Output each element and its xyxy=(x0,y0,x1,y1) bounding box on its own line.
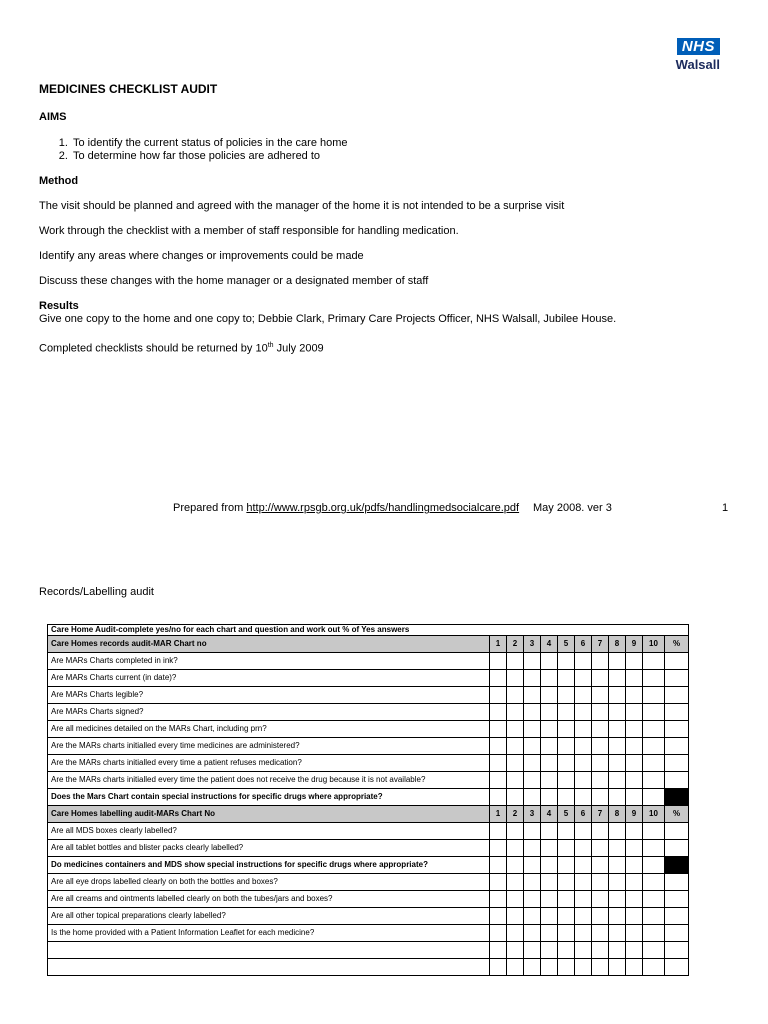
table-row xyxy=(48,840,689,857)
answer-cell[interactable] xyxy=(490,925,507,942)
table-row xyxy=(48,721,689,738)
question-cell: Does the Mars Chart contain special instructions for specific drugs where appropriate? xyxy=(48,789,490,806)
answer-cell[interactable] xyxy=(575,721,592,738)
answer-cell[interactable] xyxy=(609,755,626,772)
answer-cell[interactable] xyxy=(575,789,592,806)
answer-cell[interactable] xyxy=(524,653,541,670)
answer-cell[interactable] xyxy=(665,772,689,789)
column-header: 10 xyxy=(643,806,665,823)
answer-cell[interactable] xyxy=(626,925,643,942)
answer-cell[interactable] xyxy=(541,789,558,806)
answer-cell[interactable] xyxy=(541,840,558,857)
question-cell: Are all other topical preparations clearly labelled? xyxy=(48,908,490,925)
answer-cell[interactable] xyxy=(541,755,558,772)
answer-cell[interactable] xyxy=(524,823,541,840)
answer-cell[interactable] xyxy=(558,670,575,687)
section-header: Care Homes labelling audit-MARs Chart No xyxy=(48,806,490,823)
column-header: 4 xyxy=(541,636,558,653)
audit-table xyxy=(47,624,689,976)
answer-cell[interactable] xyxy=(575,823,592,840)
answer-cell[interactable] xyxy=(643,653,665,670)
answer-cell[interactable] xyxy=(609,687,626,704)
answer-cell[interactable] xyxy=(665,908,689,925)
answer-cell[interactable] xyxy=(665,755,689,772)
answer-cell[interactable] xyxy=(507,738,524,755)
table-row xyxy=(48,823,689,840)
answer-cell[interactable] xyxy=(490,772,507,789)
answer-cell[interactable] xyxy=(507,959,524,976)
question-cell: Are all tablet bottles and blister packs clearly labelled? xyxy=(48,840,490,857)
results-text: Give one copy to the home and one copy to; Debbie Clark, Primary Care Projects Officer, NHS Walsall, Jubilee House. xyxy=(39,313,617,325)
answer-cell[interactable] xyxy=(665,653,689,670)
answer-cell[interactable] xyxy=(592,704,609,721)
table-row xyxy=(48,789,689,806)
table-row xyxy=(48,704,689,721)
table-row xyxy=(48,687,689,704)
aims-list xyxy=(39,137,348,163)
table-row xyxy=(48,738,689,755)
page-number: 1 xyxy=(722,502,729,514)
answer-cell[interactable] xyxy=(609,891,626,908)
answer-cell[interactable] xyxy=(541,925,558,942)
answer-cell[interactable] xyxy=(524,704,541,721)
column-header: 5 xyxy=(558,806,575,823)
column-header: 1 xyxy=(490,806,507,823)
answer-cell[interactable] xyxy=(592,738,609,755)
table-instructions: Care Home Audit-complete yes/no for each chart and question and work out % of Yes answers xyxy=(48,625,689,636)
answer-cell[interactable] xyxy=(507,823,524,840)
answer-cell[interactable] xyxy=(626,840,643,857)
answer-cell[interactable] xyxy=(626,772,643,789)
answer-cell[interactable] xyxy=(592,908,609,925)
answer-cell[interactable] xyxy=(609,704,626,721)
answer-cell[interactable] xyxy=(558,857,575,874)
answer-cell[interactable] xyxy=(626,959,643,976)
answer-cell[interactable] xyxy=(665,823,689,840)
answer-cell[interactable] xyxy=(643,959,665,976)
answer-cell[interactable] xyxy=(665,704,689,721)
answer-cell[interactable] xyxy=(626,670,643,687)
answer-cell[interactable] xyxy=(592,823,609,840)
column-header: 2 xyxy=(507,806,524,823)
answer-cell xyxy=(665,789,689,806)
answer-cell[interactable] xyxy=(643,857,665,874)
answer-cell[interactable] xyxy=(626,908,643,925)
answer-cell[interactable] xyxy=(558,942,575,959)
aims-heading: AIMS xyxy=(39,111,67,123)
answer-cell[interactable] xyxy=(575,874,592,891)
answer-cell[interactable] xyxy=(665,840,689,857)
answer-cell[interactable] xyxy=(558,874,575,891)
answer-cell[interactable] xyxy=(541,891,558,908)
answer-cell[interactable] xyxy=(507,925,524,942)
question-cell: Are the MARs charts initialled every time the patient does not receive the drug because it is not available? xyxy=(48,772,490,789)
answer-cell[interactable] xyxy=(524,789,541,806)
answer-cell[interactable] xyxy=(507,755,524,772)
answer-cell[interactable] xyxy=(592,925,609,942)
question-cell: Are all MDS boxes clearly labelled? xyxy=(48,823,490,840)
answer-cell[interactable] xyxy=(665,874,689,891)
column-header: 6 xyxy=(575,636,592,653)
question-cell: Are MARs Charts legible? xyxy=(48,687,490,704)
answer-cell[interactable] xyxy=(592,772,609,789)
column-header: 8 xyxy=(609,636,626,653)
column-header: % xyxy=(665,806,689,823)
question-cell: Are MARs Charts signed? xyxy=(48,704,490,721)
answer-cell[interactable] xyxy=(507,670,524,687)
table-row xyxy=(48,891,689,908)
answer-cell[interactable] xyxy=(609,823,626,840)
question-cell: Are the MARs charts initialled every time medicines are administered? xyxy=(48,738,490,755)
answer-cell[interactable] xyxy=(490,840,507,857)
answer-cell[interactable] xyxy=(643,925,665,942)
column-header: 4 xyxy=(541,806,558,823)
answer-cell[interactable] xyxy=(490,823,507,840)
answer-cell[interactable] xyxy=(643,670,665,687)
answer-cell[interactable] xyxy=(626,942,643,959)
answer-cell[interactable] xyxy=(665,738,689,755)
table-row xyxy=(48,772,689,789)
answer-cell[interactable] xyxy=(541,687,558,704)
question-cell xyxy=(48,959,490,976)
answer-cell[interactable] xyxy=(609,857,626,874)
answer-cell[interactable] xyxy=(626,755,643,772)
answer-cell[interactable] xyxy=(541,874,558,891)
answer-cell[interactable] xyxy=(541,653,558,670)
method-paragraph: Work through the checklist with a member of staff responsible for handling medication. xyxy=(39,225,459,237)
answer-cell[interactable] xyxy=(575,857,592,874)
method-paragraph: Discuss these changes with the home manager or a designated member of staff xyxy=(39,275,429,287)
answer-cell[interactable] xyxy=(626,823,643,840)
answer-cell xyxy=(665,857,689,874)
question-cell: Are all medicines detailed on the MARs Chart, including prn? xyxy=(48,721,490,738)
answer-cell[interactable] xyxy=(558,772,575,789)
answer-cell[interactable] xyxy=(490,891,507,908)
answer-cell[interactable] xyxy=(524,670,541,687)
answer-cell[interactable] xyxy=(609,653,626,670)
answer-cell[interactable] xyxy=(609,670,626,687)
answer-cell[interactable] xyxy=(558,653,575,670)
answer-cell[interactable] xyxy=(490,687,507,704)
answer-cell[interactable] xyxy=(592,687,609,704)
answer-cell[interactable] xyxy=(558,840,575,857)
column-header: 10 xyxy=(643,636,665,653)
answer-cell[interactable] xyxy=(524,755,541,772)
answer-cell[interactable] xyxy=(665,942,689,959)
answer-cell[interactable] xyxy=(558,721,575,738)
answer-cell[interactable] xyxy=(558,755,575,772)
answer-cell[interactable] xyxy=(626,874,643,891)
column-header: 2 xyxy=(507,636,524,653)
answer-cell[interactable] xyxy=(524,908,541,925)
answer-cell[interactable] xyxy=(558,823,575,840)
column-header: 9 xyxy=(626,806,643,823)
answer-cell[interactable] xyxy=(490,738,507,755)
question-cell: Are all eye drops labelled clearly on both the bottles and boxes? xyxy=(48,874,490,891)
answer-cell[interactable] xyxy=(665,925,689,942)
question-cell: Are the MARs charts initialled every time a patient refuses medication? xyxy=(48,755,490,772)
answer-cell[interactable] xyxy=(558,891,575,908)
table-instructions-row xyxy=(48,625,689,636)
answer-cell[interactable] xyxy=(643,721,665,738)
question-cell: Is the home provided with a Patient Information Leaflet for each medicine? xyxy=(48,925,490,942)
question-cell: Do medicines containers and MDS show special instructions for specific drugs where appropriate? xyxy=(48,857,490,874)
table-header-row xyxy=(48,806,689,823)
column-header: 7 xyxy=(592,806,609,823)
answer-cell[interactable] xyxy=(524,738,541,755)
question-cell xyxy=(48,942,490,959)
answer-cell[interactable] xyxy=(575,959,592,976)
method-heading: Method xyxy=(39,175,79,187)
answer-cell[interactable] xyxy=(665,687,689,704)
answer-cell[interactable] xyxy=(575,925,592,942)
answer-cell[interactable] xyxy=(541,959,558,976)
answer-cell[interactable] xyxy=(524,942,541,959)
table-row xyxy=(48,925,689,942)
answer-cell[interactable] xyxy=(643,738,665,755)
table-row xyxy=(48,670,689,687)
method-paragraph: Identify any areas where changes or improvements could be made xyxy=(39,250,364,262)
answer-cell[interactable] xyxy=(558,789,575,806)
answer-cell[interactable] xyxy=(524,857,541,874)
table-row xyxy=(48,942,689,959)
question-cell: Are MARs Charts current (in date)? xyxy=(48,670,490,687)
answer-cell[interactable] xyxy=(665,670,689,687)
answer-cell[interactable] xyxy=(558,908,575,925)
answer-cell[interactable] xyxy=(490,789,507,806)
answer-cell[interactable] xyxy=(490,653,507,670)
section-header: Care Homes records audit-MAR Chart no xyxy=(48,636,490,653)
answer-cell[interactable] xyxy=(490,908,507,925)
answer-cell[interactable] xyxy=(643,908,665,925)
return-deadline: Completed checklists should be returned by 10th July 2009 xyxy=(39,342,324,355)
answer-cell[interactable] xyxy=(507,840,524,857)
answer-cell[interactable] xyxy=(626,738,643,755)
footer-date: May 2008. ver 3 xyxy=(533,502,612,514)
answer-cell[interactable] xyxy=(626,789,643,806)
answer-cell[interactable] xyxy=(507,704,524,721)
answer-cell[interactable] xyxy=(507,891,524,908)
answer-cell[interactable] xyxy=(643,772,665,789)
answer-cell[interactable] xyxy=(524,687,541,704)
answer-cell[interactable] xyxy=(541,908,558,925)
answer-cell[interactable] xyxy=(524,840,541,857)
answer-cell[interactable] xyxy=(490,942,507,959)
logo-org-name: Walsall xyxy=(675,57,720,72)
answer-cell[interactable] xyxy=(643,687,665,704)
nhs-logo-mark: NHS xyxy=(677,38,720,55)
source-link[interactable]: http://www.rpsgb.org.uk/pdfs/handlingmedsocialcare.pdf xyxy=(246,502,520,514)
answer-cell[interactable] xyxy=(609,840,626,857)
answer-cell[interactable] xyxy=(575,687,592,704)
answer-cell[interactable] xyxy=(541,704,558,721)
answer-cell[interactable] xyxy=(558,704,575,721)
answer-cell[interactable] xyxy=(575,653,592,670)
answer-cell[interactable] xyxy=(626,704,643,721)
answer-cell[interactable] xyxy=(575,908,592,925)
answer-cell[interactable] xyxy=(558,738,575,755)
answer-cell[interactable] xyxy=(609,942,626,959)
answer-cell[interactable] xyxy=(524,874,541,891)
answer-cell[interactable] xyxy=(507,908,524,925)
question-cell: Are all creams and ointments labelled clearly on both the tubes/jars and boxes? xyxy=(48,891,490,908)
answer-cell[interactable] xyxy=(507,653,524,670)
answer-cell[interactable] xyxy=(507,942,524,959)
answer-cell[interactable] xyxy=(592,891,609,908)
answer-cell[interactable] xyxy=(558,959,575,976)
answer-cell[interactable] xyxy=(524,891,541,908)
question-cell: Are MARs Charts completed in ink? xyxy=(48,653,490,670)
answer-cell[interactable] xyxy=(643,704,665,721)
section-title: Records/Labelling audit xyxy=(39,586,154,598)
answer-cell[interactable] xyxy=(575,840,592,857)
answer-cell[interactable] xyxy=(575,891,592,908)
table-row xyxy=(48,857,689,874)
answer-cell[interactable] xyxy=(592,670,609,687)
nhs-walsall-logo xyxy=(656,38,720,72)
table-row xyxy=(48,874,689,891)
results-heading: Results xyxy=(39,300,79,312)
answer-cell[interactable] xyxy=(507,721,524,738)
table-row xyxy=(48,755,689,772)
aim-item: 1. To identify the current status of policies in the care home xyxy=(71,137,348,150)
answer-cell[interactable] xyxy=(592,942,609,959)
answer-cell[interactable] xyxy=(626,857,643,874)
answer-cell[interactable] xyxy=(490,959,507,976)
answer-cell[interactable] xyxy=(592,840,609,857)
answer-cell[interactable] xyxy=(609,959,626,976)
answer-cell[interactable] xyxy=(575,738,592,755)
answer-cell[interactable] xyxy=(626,653,643,670)
answer-cell[interactable] xyxy=(541,942,558,959)
answer-cell[interactable] xyxy=(592,789,609,806)
column-header: 1 xyxy=(490,636,507,653)
answer-cell[interactable] xyxy=(490,874,507,891)
answer-cell[interactable] xyxy=(524,959,541,976)
answer-cell[interactable] xyxy=(665,721,689,738)
aim-item: 2. To determine how far those policies are adhered to xyxy=(71,150,348,163)
answer-cell[interactable] xyxy=(665,891,689,908)
answer-cell[interactable] xyxy=(490,670,507,687)
answer-cell[interactable] xyxy=(541,857,558,874)
answer-cell[interactable] xyxy=(507,789,524,806)
answer-cell[interactable] xyxy=(626,891,643,908)
answer-cell[interactable] xyxy=(541,823,558,840)
answer-cell[interactable] xyxy=(541,738,558,755)
answer-cell[interactable] xyxy=(507,687,524,704)
answer-cell[interactable] xyxy=(507,874,524,891)
answer-cell[interactable] xyxy=(609,874,626,891)
answer-cell[interactable] xyxy=(558,687,575,704)
column-header: 3 xyxy=(524,636,541,653)
answer-cell[interactable] xyxy=(643,942,665,959)
answer-cell[interactable] xyxy=(575,755,592,772)
column-header: 3 xyxy=(524,806,541,823)
answer-cell[interactable] xyxy=(541,670,558,687)
answer-cell[interactable] xyxy=(643,874,665,891)
answer-cell[interactable] xyxy=(490,721,507,738)
answer-cell[interactable] xyxy=(592,959,609,976)
answer-cell[interactable] xyxy=(524,925,541,942)
answer-cell[interactable] xyxy=(643,789,665,806)
answer-cell[interactable] xyxy=(524,721,541,738)
table-header-row xyxy=(48,636,689,653)
answer-cell[interactable] xyxy=(575,772,592,789)
document-title: MEDICINES CHECKLIST AUDIT xyxy=(39,82,218,96)
table-row xyxy=(48,908,689,925)
answer-cell[interactable] xyxy=(643,755,665,772)
answer-cell[interactable] xyxy=(575,942,592,959)
answer-cell[interactable] xyxy=(490,755,507,772)
answer-cell[interactable] xyxy=(524,772,541,789)
answer-cell[interactable] xyxy=(490,857,507,874)
answer-cell[interactable] xyxy=(609,925,626,942)
answer-cell[interactable] xyxy=(643,823,665,840)
column-header: 7 xyxy=(592,636,609,653)
answer-cell[interactable] xyxy=(643,840,665,857)
answer-cell[interactable] xyxy=(490,704,507,721)
table-row xyxy=(48,653,689,670)
column-header: 5 xyxy=(558,636,575,653)
answer-cell[interactable] xyxy=(592,857,609,874)
method-paragraph: The visit should be planned and agreed with the manager of the home it is not intended to be a surprise visit xyxy=(39,200,565,212)
answer-cell[interactable] xyxy=(592,653,609,670)
answer-cell[interactable] xyxy=(592,874,609,891)
table-row xyxy=(48,959,689,976)
answer-cell[interactable] xyxy=(609,738,626,755)
answer-cell[interactable] xyxy=(541,772,558,789)
answer-cell[interactable] xyxy=(592,721,609,738)
answer-cell[interactable] xyxy=(643,891,665,908)
answer-cell[interactable] xyxy=(626,687,643,704)
answer-cell[interactable] xyxy=(609,721,626,738)
answer-cell[interactable] xyxy=(609,789,626,806)
column-header: % xyxy=(665,636,689,653)
answer-cell[interactable] xyxy=(609,772,626,789)
column-header: 9 xyxy=(626,636,643,653)
column-header: 8 xyxy=(609,806,626,823)
answer-cell[interactable] xyxy=(558,925,575,942)
answer-cell[interactable] xyxy=(665,959,689,976)
column-header: 6 xyxy=(575,806,592,823)
answer-cell[interactable] xyxy=(541,721,558,738)
answer-cell[interactable] xyxy=(626,721,643,738)
answer-cell[interactable] xyxy=(507,772,524,789)
answer-cell[interactable] xyxy=(592,755,609,772)
footer-source: Prepared from http://www.rpsgb.org.uk/pdfs/handlingmedsocialcare.pdf xyxy=(173,502,520,514)
answer-cell[interactable] xyxy=(507,857,524,874)
answer-cell[interactable] xyxy=(609,908,626,925)
answer-cell[interactable] xyxy=(575,704,592,721)
answer-cell[interactable] xyxy=(575,670,592,687)
